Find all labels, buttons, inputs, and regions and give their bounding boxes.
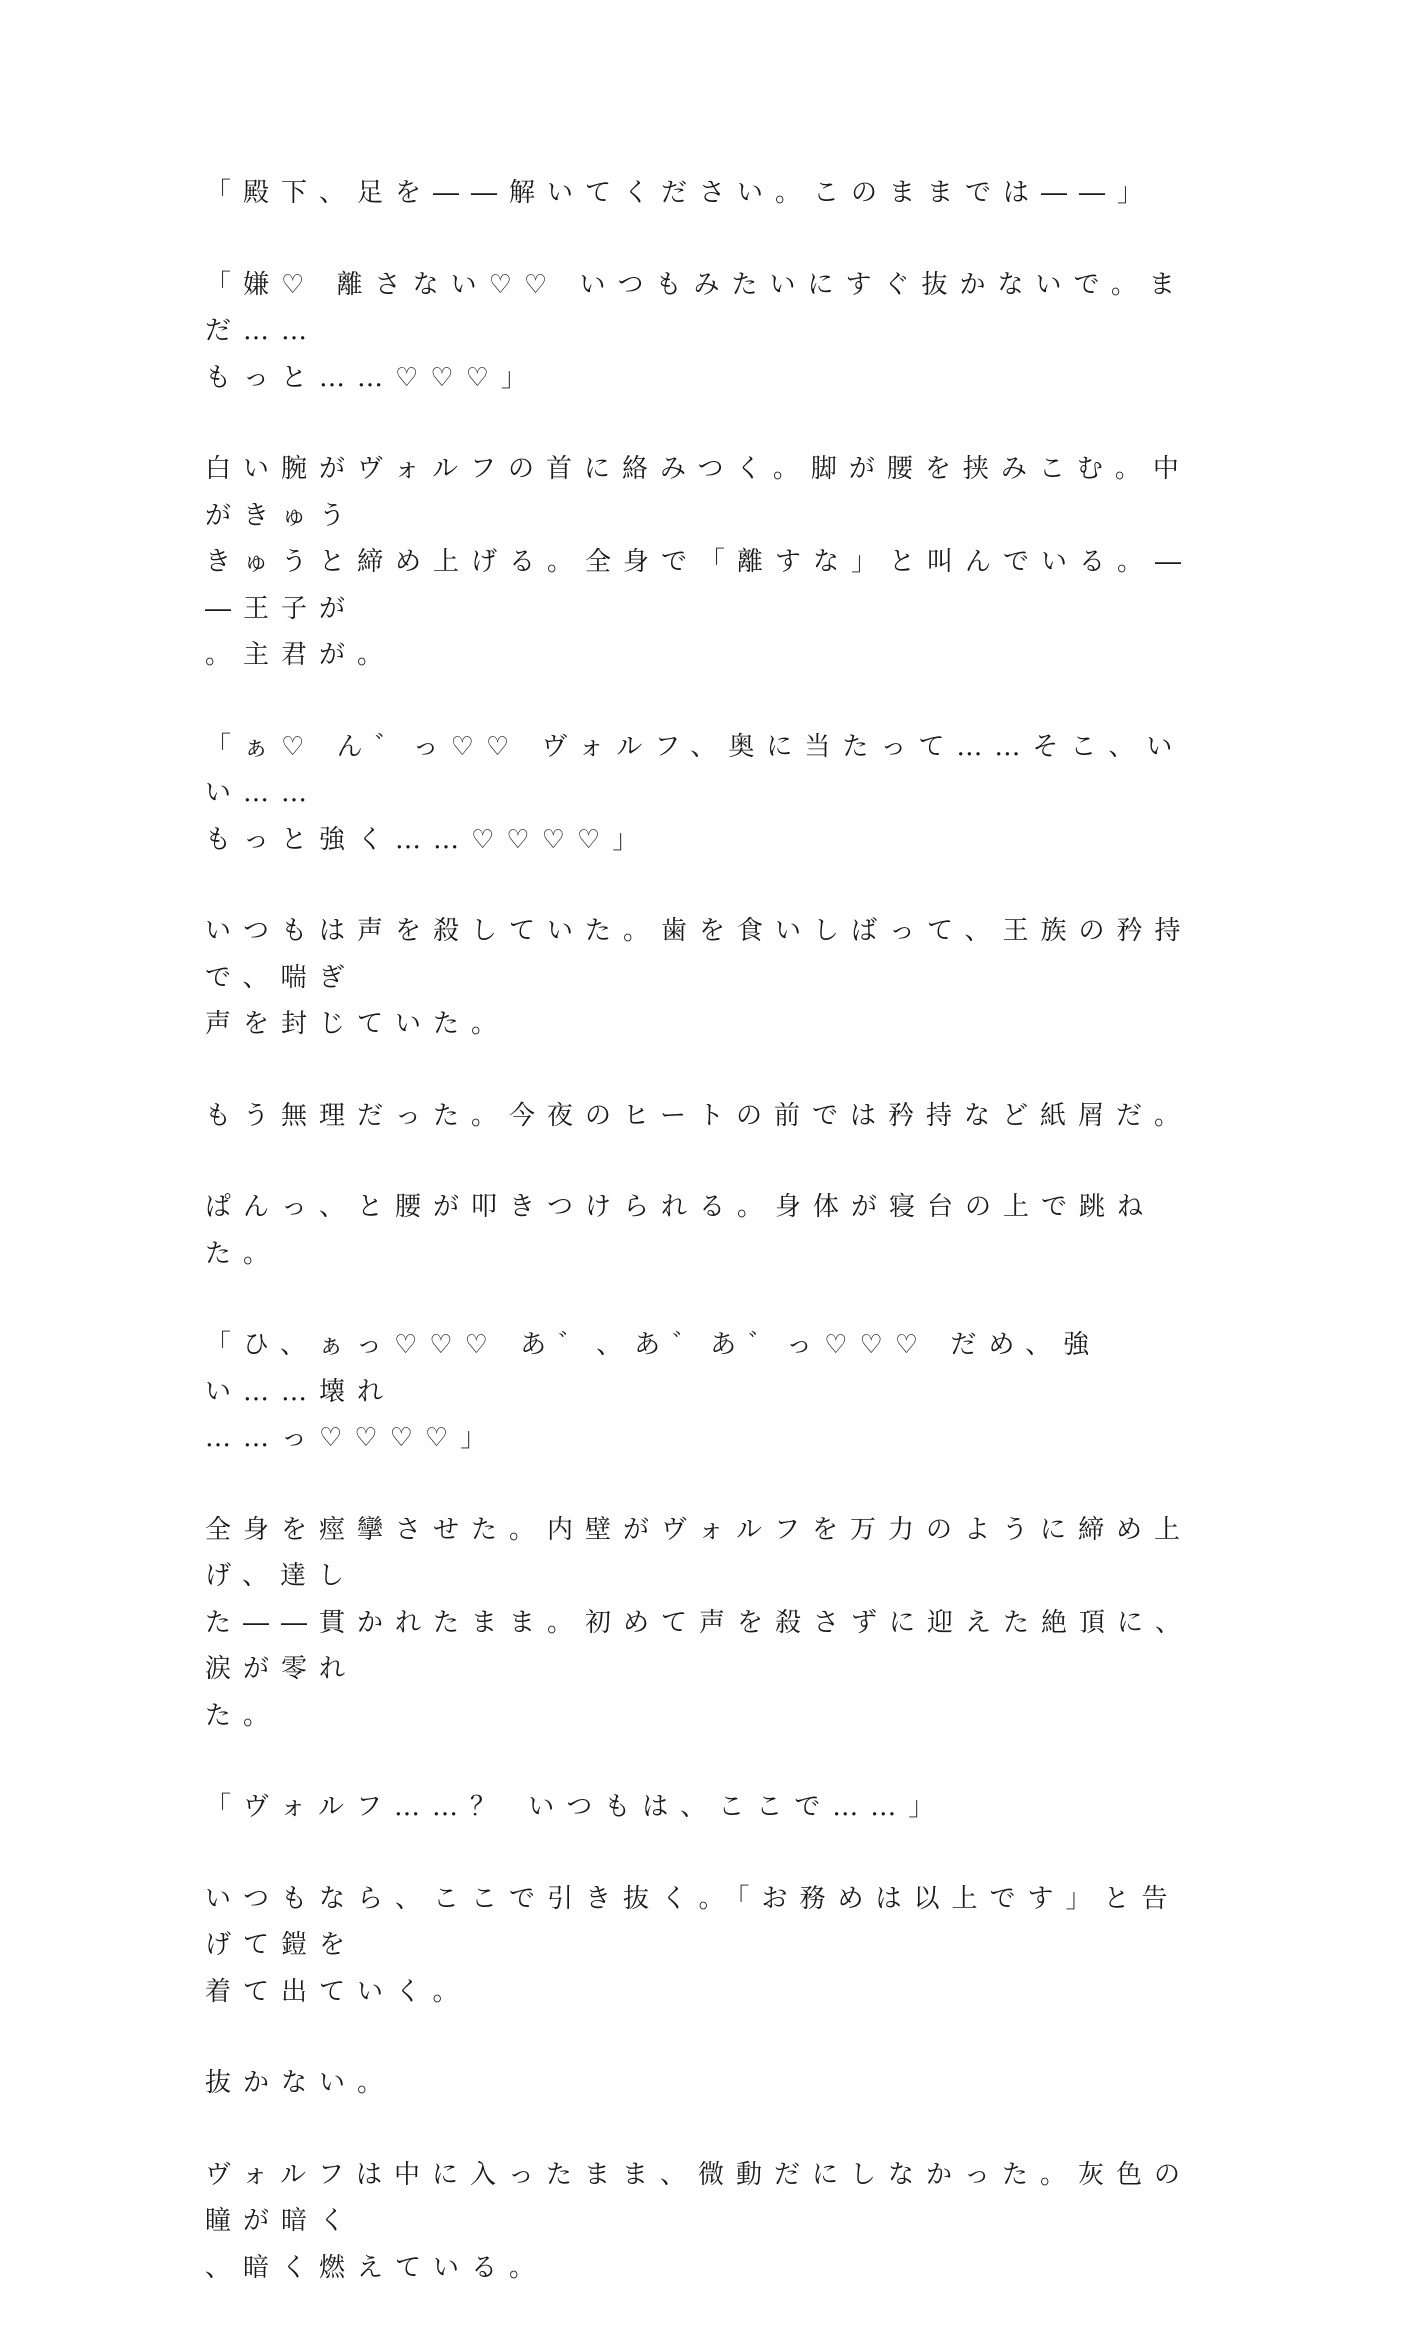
text-line: 着て出ていく。 [205, 1976, 471, 2007]
text-line: 。主君が。 [205, 640, 396, 670]
text-line: もう無理だった。今夜のヒートの前では矜持など紙屑だ。 [205, 1100, 1192, 1131]
text-line: 抜かない。 [205, 2068, 396, 2098]
document-page [205, 170, 1205, 2336]
text-line: 「ひ、ぁっ♡♡♡ あ゛、あ゛あ゛っ♡♡♡ だめ、強い……壊れ [205, 1330, 1102, 1407]
text-line: ぱんっ、と腰が叩きつけられる。身体が寝台の上で跳ねた。 [205, 1192, 1156, 1269]
text-line: ヴォルフは中に入ったまま、微動だにしなかった。灰色の瞳が暗く [205, 2159, 1192, 2236]
paragraph [205, 170, 1205, 217]
paragraph [205, 1876, 1205, 2016]
text-line: 「ヴォルフ……？ いつもは、ここで……」 [205, 1792, 947, 1822]
paragraph [205, 446, 1205, 679]
paragraph [205, 2060, 1205, 2107]
text-line: 「ぁ♡ ん゛っ♡♡ ヴォルフ、奥に当たって……そこ、いい…… [205, 731, 1185, 808]
paragraph [205, 1322, 1205, 1462]
text-line: いつもは声を殺していた。歯を食いしばって、王族の矜持で、喘ぎ [205, 916, 1193, 993]
text-line: 声を封じていた。 [205, 1009, 510, 1039]
paragraph [205, 1093, 1205, 1140]
text-line: ……っ♡♡♡♡」 [205, 1423, 499, 1453]
paragraph [205, 724, 1205, 864]
paragraph [205, 908, 1205, 1048]
paragraph [205, 1184, 1205, 1277]
text-line: 白い腕がヴォルフの首に絡みつく。脚が腰を挟みこむ。中がきゅう [205, 454, 1191, 531]
text-line: た――貫かれたまま。初めて声を殺さずに迎えた絶頂に、涙が零れ [205, 1607, 1194, 1684]
text-line: もっと強く……♡♡♡♡」 [205, 824, 651, 855]
paragraph [205, 1784, 1205, 1831]
text-line: もっと……♡♡♡」 [205, 362, 539, 393]
paragraph [205, 262, 1205, 402]
text-line: 「嫌♡ 離さない♡♡ いつもみたいにすぐ抜かないで。まだ…… [205, 269, 1187, 346]
paragraph [205, 2152, 1205, 2292]
paragraph [205, 1507, 1205, 1740]
text-line: 、暗く燃えている。 [205, 2252, 548, 2283]
text-line: 全身を痙攣させた。内壁がヴォルフを万力のように締め上げ、達し [205, 1514, 1192, 1591]
text-line: た。 [205, 1700, 282, 1731]
text-line: 「殿下、足を――解いてください。このままでは――」 [205, 178, 1156, 208]
text-line: きゅうと締め上げる。全身で「離すな」と叫んでいる。――王子が [205, 547, 1194, 624]
text-line: いつもなら、ここで引き抜く。「お務めは以上です」と告げて鎧を [205, 1883, 1180, 1960]
